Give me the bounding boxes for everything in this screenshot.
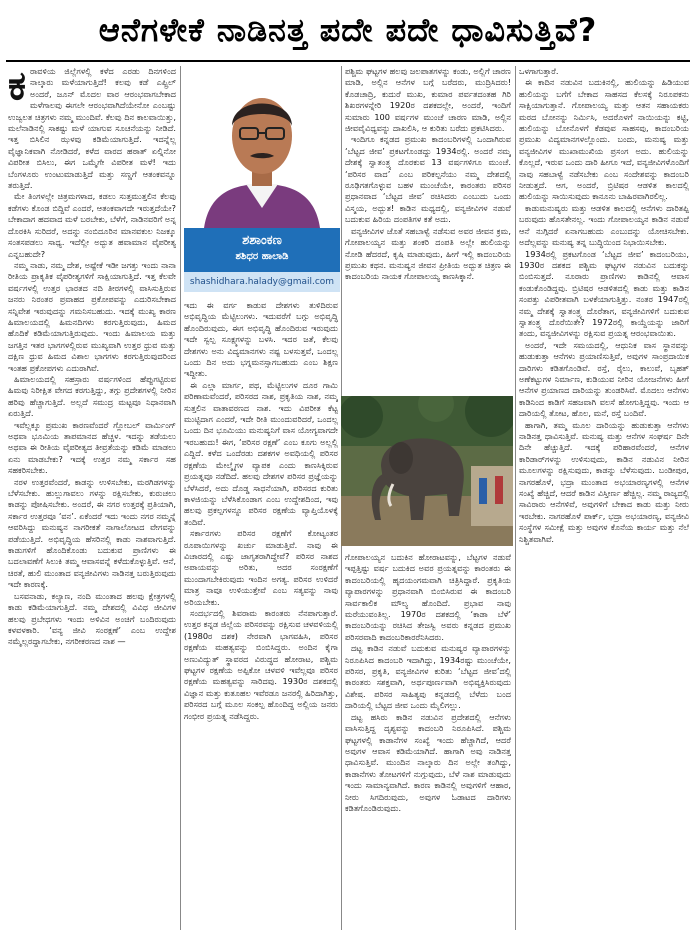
portrait-image — [184, 66, 340, 228]
body-paragraph: ಹಾಗಾಗಿ, ತಮ್ಮ ಮೂಲ ದಾರಿಯನ್ನು ಹುಡುಕುತ್ತಾ ಆನೆಗಳು ನಾಡಿನತ್ತ ಧಾವಿಸುತ್ತಿವೆ. ಮನುಷ್ಯ ಮತ್ತು ಆನೆಗಳ ಸಂಘರ್ಷ ದಿನೇ ದಿನೇ ಹೆಚ್ಚುತ್ತಿದೆ. ಇದಕ್ಕೆ ಪರಿಹಾರವೆಂದರೆ, ಆನೆಗಳ ಕಾರಿಡಾರ್‌ಗಳನ್ನು ಉಳಿಸುವುದು, ಕಾಡಿನ ನಡುವಿನ ನೀರಿನ ಮೂಲಗಳನ್ನು ರಕ್ಷಿಸುವುದು, ಕಾಡನ್ನು ಬೆಳೆಸುವುದು. ಬಂಡೀಪುರ, ನಾಗರಹೊಳೆ, ಭದ್ರಾ ಮುಂತಾದ ಅಭಯಾರಣ್ಯಗಳಲ್ಲಿ ಆನೆಗಳ ಸಂಖ್ಯೆ ಹೆಚ್ಚಿದೆ, ಆದರೆ ಕಾಡಿನ ವಿಸ್ತೀರ್ಣ ಹೆಚ್ಚಿಲ್ಲ. ನಮ್ಮ ರಾಜ್ಯದಲ್ಲಿ ಸಾವಿರಾರು ಆನೆಗಳಿವೆ, ಅವುಗಳಿಗೆ ಬೇಕಾದ ಕಾಡು ಮತ್ತು ನೀರು ಇರಬೇಕು. ನಾಗರಹೊಳೆ ಪಾರ್ಕ್, ಭದ್ರಾ ಅಭಯಾರಣ್ಯ, ವನ್ಯಜೀವಿ ಸಂಸ್ಥೆಗಳ ಸಮೀಕ್ಷೆ ಮತ್ತು ಅವುಗಳ ಕೊನೆಯ ಕಾರ್ಯ ಮತ್ತು ನೆಲೆ ನಿಶ್ಚಿತವಾಗಿವೆ. — [519, 419, 689, 544]
author-email[interactable]: shashidhara.halady@gmail.com — [184, 272, 340, 292]
drop-cap: ಕ — [8, 66, 26, 109]
body-paragraph: 1934ರಲ್ಲಿ ಪ್ರಕಟಗೊಂಡ ‘ಬೆಟ್ಟದ ಜೀವ’ ಕಾದಂಬರಿಯು, 1930ರ ದಶಕದ ಪಶ್ಚಿಮ ಘಟ್ಟಗಳ ನಡುವಿನ ಬದುಕನ್ನು ಬಿಂಬಿಸುತ್ತದೆ. ನೂರಾರು ಪ್ರಾಣಿಗಳು ಕಾಡಿನಲ್ಲಿ ಆವಾಸ ಕಂಡುಕೊಂಡಿದ್ದವು. ಬ್ರಿಟಿಷರ ಆಡಳಿತದಲ್ಲಿ ಕಾಡು ಮತ್ತು ಕಾಡಿನ ಸಂಪತ್ತು ವಿಪರೀತವಾಗಿ ಬಳಕೆಯಾಗುತ್ತಿತ್ತು. ನಂತರ 1947ರಲ್ಲಿ ನಮ್ಮ ದೇಶಕ್ಕೆ ಸ್ವಾತಂತ್ರ್ಯ ದೊರೆತಾಗ, ವನ್ಯಜೀವಿಗಳಿಗೆ ಬದುಕುವ ಸ್ವಾತಂತ್ರ್ಯ ದೊರೆಯಿತೇ? 1972ರಲ್ಲಿ ಕಾಯ್ದೆಯನ್ನು ಜಾರಿಗೆ ತಂದು, ವನ್ಯಜೀವಿಗಳನ್ನು ರಕ್ಷಿಸುವ ಪ್ರಯತ್ನ ಆರಂಭವಾಯಿತು. — [519, 248, 689, 339]
column-3-lower — [345, 552, 511, 930]
author-portrait — [184, 66, 340, 228]
elephant-image — [341, 396, 513, 546]
body-paragraph: ನರಳ ಉತ್ತರವೆಂದರೆ, ಕಾಡನ್ನು ಉಳಿಸಬೇಕು, ಮರಗಿಡಗಳನ್ನು ಬೆಳೆಸಬೇಕು. ಹುಲ್ಲುಗಾವಲು ಗಳನ್ನು ರಕ್ಷಿಸಬೇಕು, ಕುರುಚಲು ಕಾಡನ್ನು ಪೋಷಿಸಬೇಕು. ಅಂದರೆ, ಈ ನಗರ ಉತ್ತರಕ್ಕೆ ಪ್ರತಿಯಾಗಿ, ಸರ್ಕಾರ ಉತ್ತರವೂ ‘ವನ’. ಏಕೆಂದರೆ ಇದು ಇಂದು ನಗರ ನಮ್ಮನ್ನೆ ಆವರಿಸಿದ್ದು ಮನುಷ್ಯನ ನಾಗರೀಕತೆ ನಾಗಾಲೋಟದ ವೇಗವನ್ನು ಪಡೆಯುತ್ತಿದೆ. ಅಭಿವೃದ್ಧಿಯ ಹೆಸರಿನಲ್ಲಿ ಕಾಡು ನಾಶವಾಗುತ್ತಿದೆ. ಕಾಡುಗಳಿಗೆ ಹೊಂದಿಕೊಂಡು ಬದುಕುವ ಪ್ರಾಣಿಗಳು ಈ ಬದಲಾವಣೆಗೆ ಸಿಲುಕಿ ತಮ್ಮ ಆವಾಸವನ್ನೆ ಕಳೆದುಕೊಳ್ಳುತ್ತಿವೆ. ಆನೆ, ಚಿರತೆ, ಹುಲಿ ಮುಂತಾದ ವನ್ಯಜೀವಿಗಳು ನಾಡಿನತ್ತ ಬರುತ್ತಿರುವುದು ಇದೇ ಕಾರಣಕ್ಕೆ. — [8, 476, 176, 590]
body-paragraph: ಈ ಎಲ್ಲಾ ಮಾರ್ಗ, ಪಥ, ಮೆಟ್ಟಿಲುಗಳ ದೂರ ಗಾಮಿ ಪರಿಣಾಮವೆಂದರೆ, ಪರಿಸರದ ನಾಶ, ಪ್ರಕೃತಿಯ ನಾಶ, ನಮ್ಮ ಸುತ್ತಲಿನ ವಾತಾವರಣದ ನಾಶ. ಇದು ವಿಪರೀತ ಕೆಟ್ಟ ಮುಟ್ಟಿದಾಗ ಎಂದರೆ, ಇದೇ ರೀತಿ ಮುಂದುವರಿದರೆ, ಒಂದಲ್ಲ ಒಂದು ದಿನ ಭೂಮಿಯು ಮನುಷ್ಯನಿಗೆ ವಾಸ ಯೋಗ್ಯವಾಗದೇ ಇರಬಹುದು! ಈಗ, ‘ಪರಿಸರ ರಕ್ಷಣೆ’ ಎಂಬ ಕೂಗು ಅಲ್ಲಲ್ಲಿ ಎದ್ದಿದೆ. ಕಳೆದ ಒಂದೆರಡು ದಶಕಗಳ ಅವಧಿಯಲ್ಲಿ ಪರಿಸರ ರಕ್ಷಣೆಯ ಮೇಲ್ಮೈಗಳ ವ್ಯಾಪಕ ಎಂದು ಕಾಣಸಿಕ್ಕಿರುವ ಪ್ರಯತ್ನವೂ ನಡೆದಿದೆ. ಹಲವು ದೇಶಗಳ ಪರಿಸರ ಪ್ರಜ್ಞೆಯನ್ನು ಬೆಳೆಸಿದರೆ, ಅದು ದೊಡ್ಡ ಸಾಧನೆಯಾಗಿ, ಪರಿಸರದ ಕುರಿತು ಕಾಳಜಿಯನ್ನು ಬೆಳೆಸಿಕೊಂಡಾಗ ಎಂಬ ಉದ್ದೇಶದಿಂದ, ಇವು ಹಲವು ಪ್ರಕಲ್ಪಗಳನ್ನೂ ಪರಿಸರ ರಕ್ಷಣೆಯ ವ್ಯಾಪ್ತಿಯೊಳಕ್ಕೆ ತಂದಿವೆ. — [184, 379, 338, 527]
body-paragraph: ಇಂದಿಗೂ ಕನ್ನಡದ ಪ್ರಮುಖ ಕಾದಂಬರಿಗಳಲ್ಲಿ ಒಂದಾಗಿರುವ ‘ಬೆಟ್ಟದ ಜೀವ’ ಪ್ರಕಟಗೊಂಡದ್ದು 1934ರಲ್ಲಿ. ಅಂದರೆ ನಮ್ಮ ದೇಶಕ್ಕೆ ಸ್ವಾತಂತ್ರ್ಯ ದೊರಕುವ 13 ವರ್ಷಗಳಿಗೂ ಮುಂಚೆ. ‘ಪರಿಸರ ವಾದ’ ಎಂಬ ಪರಿಕಲ್ಪನೆಯು ನಮ್ಮ ದೇಶದಲ್ಲಿ ರೂಢಿಗತಗೊಳ್ಳುವ ಬಹಳ ಮುಂಚೆಯೇ, ಕಾರಂತರು ಪರಿಸರ ಪ್ರಧಾನವಾದ ‘ಬೆಟ್ಟದ ಜೀವ’ ರಚಿಸಿದರು ಎಂಬುದು ಒಂದು ವಿಸ್ಮಯ, ಅದ್ಭುತ! ಕಾಡಿನ ಮಧ್ಯದಲ್ಲಿ, ವನ್ಯಜೀವಿಗಳ ನಡುವೆ ಬದುಕುವ ಹಿರಿಯ ದಂಪತಿಗಳ ಕತೆ ಅದು. — [345, 134, 511, 225]
column-3 — [345, 66, 511, 392]
headline-rule — [6, 60, 690, 62]
body-paragraph: ಇವೆಲ್ಲಕ್ಕೂ ಪ್ರಮುಖ ಕಾರಣವೆಂದರೆ ಗ್ಲೋಬಲ್ ವಾರ್ಮಿಂಗ್ ಅಥವಾ ಭೂಮಿಯ ತಾಪಮಾನದ ಹೆಚ್ಚಳ. ಇದನ್ನು ತಡೆಯಲು ಅಥವಾ ಈ ರೀತಿಯ ವೈಪರೀತ್ಯದ ತೀವ್ರತೆಯನ್ನು ಕಡಿಮೆ ಮಾಡಲು ಏನು ಮಾಡಬೇಕು? ಇದಕ್ಕೆ ಉತ್ತರ ನಮ್ಮ ಸರ್ಕಾರ ಸಹ ಸಹಕರಿಸಬೇಕು. — [8, 419, 176, 476]
headline-bar — [0, 0, 696, 60]
column-2 — [184, 300, 338, 930]
column-4 — [519, 66, 689, 930]
body-paragraph: ರಾವಳಿಯ ಜಿಲ್ಲೆಗಳಲ್ಲಿ ಕಳೆದ ಎರಡು ದಿನಗಳಿಂದ ನಾಲ್ಕಾರು ಮಳೆಯಾಗುತ್ತಿದೆ! ಕಲವು ಕಡೆ ಎಪ್ಪ್ರಿಲ್ ಅಂದರೆ, ಜೂನ್ ಮೊದಲ ವಾರ ಆರಂಭವಾಗಬೇಕಾದ ಮಳೆಗಾಲವು ಈಗಲೇ ಆರಂಭವಾಗಿದೆಯೇನೋ ಎಂಬಷ್ಟು ಉಜ್ವಲತ ಚಿತ್ರಗಳು ನಮ್ಮ ಮುಂದಿವೆ. ಕೆಲವು ದಿನ ಕಾಲವಾಯಿತ್ತು, ಮಲೆನಾಡಿನಲ್ಲಿ ಸಾಕಷ್ಟು ಮಳೆ ಯಾಗುವ ಸೂಚನೆಯನ್ನು ನೀಡಿದೆ. ಇತ್ತ ಬಿಸಿಲಿನ ಝಳವು ಕಡಿಮೆಯಾಗುತ್ತಿದೆ. ಇದನ್ನೆಲ್ಲ ವೈಜ್ಞಾನಿಕವಾಗಿ ನೋಡಿದರೆ, ಕಳೆದ ವಾರದ ಹಠಾತ್ ಏಲ್ನಿನೋ ವಿಪರೀತ ಬಿಸಿಲು, ಈಗ ಒಮ್ಮೆಗೇ ವಿಪರೀತ ಮಳೆ! ಇದು ಬೆಂಗಳೂರು ಉಂಟುಮಾಡುತ್ತಿದೆ ಮತ್ತು ಸಣ್ಣಗೆ ಆತಂಕವನ್ನೂ ತರುತ್ತಿದೆ. — [8, 66, 176, 191]
columnist-box — [184, 66, 340, 292]
body-paragraph: ಈ ಕಾದಿನ ನಡುವಿನ ಬದುಕಿನಲ್ಲಿ, ಹುಲಿಯನ್ನು ಹಿಡಿಯುವ ಹುಲಿಯನ್ನು ಬಗೆಗೆ ಬೇಕಾದ ಸಾಹಸದ ಕೆಲಸಕ್ಕೆ ನಿರೂಪಕನು ಸಾಕ್ಷಿಯಾಗುತ್ತಾನೆ. ಗೋಪಾಲಯ್ಯ ಮತ್ತು ಆತನ ಸಹಾಯಕರು ಮರದ ಬೋನನ್ನು ನಿರ್ಮಿಸಿ, ಅದರೊಳಗೆ ನಾಯಿಯನ್ನು ಕಟ್ಟಿ, ಹುಲಿಯನ್ನು ಬೋನೊಳಗೆ ಕೆಡವುವ ಸಾಹಸವು, ಕಾದಂಬರಿಯ ಪ್ರಮುಖ ವಿದ್ಯಮಾನಗಳಲ್ಲೊಂದು. ಬಂದು, ಮನುಷ್ಯ ಮತ್ತು ವನ್ಯಜೀವಿಗಳ ಮುಖಾಮುಖಿಯ ಪ್ರಸಂಗ ಅದು. ಹುಲಿಯನ್ನು ಕೊಲ್ಲದೆ, ಇರುವ ಒಂದು ದಾರಿ ಹೀಗೂ ಇದೆ, ವನ್ಯಜೀವಿಗಳೊಂದಿಗೆ ನಾವು ಸಹಬಾಳ್ವೆ ನಡೆಸಬೇಕು ಎಂಬ ಸಂದೇಶವನ್ನು ಕಾದಂಬರಿ ನೀಡುತ್ತದೆ. ಆಗ, ಅಂದರೆ, ಬ್ರಿಟಿಷರ ಆಡಳಿತ ಕಾಲದಲ್ಲಿ ಹುಲಿಯನ್ನು ಸಾಯಿಸುವುದು ಕಾನೂನು ಬಾಹಿರವಾಗಿರಲಿಲ್ಲ. — [519, 77, 689, 202]
body-paragraph: ಅಂದರೆ, ಇದೇ ಸಮಯದಲ್ಲಿ, ಆಧುನಿಕ ವಾಸ ಸ್ಥಾನವನ್ನು ಹುಡುಕುತ್ತಾ ಆನೆಗಳು ಪ್ರಯಾಣಿಸುತ್ತಿವೆ, ಅವುಗಳ ಸಾಂಪ್ರದಾಯಿಕ ದಾರಿಗಳು ಕಡಿತಗೊಂಡಿವೆ. ರಸ್ತೆ, ರೈಲು, ಕಾಲುವೆ, ಬೃಹತ್ ಅಣೆಕಟ್ಟುಗಳ ನಿರ್ಮಾಣ, ಕುಡಿಯುವ ನೀರಿನ ಯೋಜನೆಗಳು ಹೀಗೆ ಆನೆಗಳ ಪ್ರಯಾಣದ ದಾರಿಯನ್ನು ತುಂಡರಿಸಿವೆ. ಮೊದಲು ಆನೆಗಳು ಕಾಡಿನಿಂದ ಕಾಡಿಗೆ ಸಹಜವಾಗಿ ವಲಸೆ ಹೋಗುತ್ತಿದ್ದವು. ಇಂದು ಆ ದಾರಿಯಲ್ಲಿ ತೋಟ, ಹೊಲ, ಮನೆ, ರಸ್ತೆ ಬಂದಿವೆ. — [519, 339, 689, 419]
body-paragraph: ಕಾಡುಮನುಷ್ಯರು ಮತ್ತು ಆಡಳಿತ ಕಾಲದಲ್ಲಿ ಆನೆಗಳು ದಾರಿತಪ್ಪಿ ಬರುವುದು ಹೊಸತೇನಲ್ಲ. ಇಂದು ಗೋಪಾಲಯ್ಯನ ಕಾಡಿನ ನಡುವೆ ಆನೆ ನುಗ್ಗಿದರೆ ಏನಾಗಬಹುದು ಎಂಬುದನ್ನು ಯೋಚಿಸಬೇಕು. ಅದೆಲ್ಲವನ್ನು ಮನುಷ್ಯ ತನ್ನ ಬುದ್ಧಿಯಿಂದ ನಿಭಾಯಿಸಬೇಕು. — [519, 202, 689, 248]
body-paragraph: ಪಶ್ಚಿಮ ಘಟ್ಟಗಳ ಹಲವು ಜಲಪಾತಗಳನ್ನು ಕಂಡು, ಅಲ್ಲಿಗೆ ಚಾರಣ ಮಾಡಿ, ಅಲ್ಲಿನ ಆನೆಗಳ ಬಗ್ಗೆ ಬರೆದರು, ಮುದ್ರಿಸಿದರು! ಕೊಡಚಾದ್ರಿ, ಕುದುರೆ ಮುಖ, ಕುಮಾರ ಪರ್ವತದಂತಹ ಗಿರಿ ಶಿಖರಗಳನ್ನೇರಿ 1920ರ ದಶಕದಲ್ಲೇ, ಅಂದರೆ, ಇಂದಿಗೆ ಸುಮಾರು 100 ವರ್ಷಗಳ ಮುಂಚೆ ಚಾರಣ ಮಾಡಿ, ಅಲ್ಲಿನ ಜೀವವೈವಿಧ್ಯವನ್ನು ದಾಖಲಿಸಿ, ಆ ಕುರಿತು ಬರೆದು ಪ್ರಕಟಿಸಿದರು. — [345, 66, 511, 134]
body-paragraph: ಒಳಗಾಗುತ್ತಾರೆ. — [519, 66, 559, 76]
body-paragraph: ನಮ್ಮ ನಾಡು, ನಮ್ಮ ದೇಶ, ಅಷ್ಟೇಕೆ ಇಡೀ ಜಗತ್ತು ಇಂದು ನಾನಾ ರೀತಿಯ ಪ್ರಾಕೃತಿಕ ವೈಪರೀತ್ಯಗಳಿಗೆ ಸಾಕ್ಷಿಯಾಗುತ್ತಿದೆ. ಇತ್ತ ಕೆಲವೇ ವರ್ಷಗಳಲ್ಲಿ ಉತ್ತರ ಭಾರತದ ನದಿ ತೀರಗಳಲ್ಲಿ ವಾಸಿಸುತ್ತಿರುವ ಜನರು ನಿರಂತರ ಪ್ರವಾಹದ ಪ್ರಕೋಪವನ್ನು ಎದುರಿಸಬೇಕಾದ ಸನ್ನಿವೇಶ ಇರುವುದನ್ನು ಗಮನಿಸಬಹುದು. ಇದಕ್ಕೆ ಮುಖ್ಯ ಕಾರಣ ಹಿಮಾಲಯದಲ್ಲಿ ಹಿಮನದಿಗಳು ಕರಗುತ್ತಿರುವುದು, ಹಿಮದ ಹೊದಿಕೆ ಕಡಿಮೆಯಾಗುತ್ತಿರುವುದು. ಇಂದು ಹಿಮಾಲಯ ಮತ್ತು ಜಗತ್ತಿನ ಇತರ ಭಾಗಗಳಲ್ಲಿರುವ ಮುಖ್ಯವಾಗಿ ಉತ್ತರ ಧ್ರುವ ಮತ್ತು ದಕ್ಷಿಣ ಧ್ರುವ ಹಿಮದ ವಿಶಾಲ ಭಾಗಗಳು ಕರಗುತ್ತಿರುವುದರಿಂದ ಇಂತಹ ಪ್ರಕೋಪಗಳು ಎದುರಾಗಿವೆ. — [8, 259, 176, 373]
body-paragraph: ದಟ್ಟ ಹಸಿರು ಕಾಡಿನ ನಡುವಿನ ಪ್ರದೇಶದಲ್ಲಿ ಆನೆಗಳು ವಾಸಿಸುತ್ತಿದ್ದ ದೃಶ್ಯವನ್ನು ಕಾದಂಬರಿ ನಿರೂಪಿಸಿದೆ. ಪಶ್ಚಿಮ ಘಟ್ಟಗಳಲ್ಲಿ ಕಾಡಾನೆಗಳ ಸಂಖ್ಯೆ ಇಂದು ಹೆಚ್ಚಾಗಿದೆ, ಆದರೆ ಅವುಗಳ ಆವಾಸ ಕಡಿಮೆಯಾಗಿದೆ. ಹಾಗಾಗಿ ಅವು ನಾಡಿನತ್ತ ಧಾವಿಸುತ್ತಿವೆ. ಮುಂದಿನ ನಾಲ್ಕಾರು ದಿನ ಅಲ್ಲೇ ತಂಗಿದ್ದು, ಕಾಡಾನೆಗಳು ತೋಟಗಳಿಗೆ ನುಗ್ಗುವುದು, ಬೆಳೆ ನಾಶ ಮಾಡುವುದು ಇಂದು ಸಾಮಾನ್ಯವಾಗಿದೆ. ಕಾರಣ ಕಾಡಿನಲ್ಲಿ ಅವುಗಳಿಗೆ ಆಹಾರ, ನೀರು ಸಿಗದಿರುವುದು, ಅವುಗಳ ಓಡಾಟದ ದಾರಿಗಳು ಕಡಿತಗೊಂಡಿರುವುದು. — [345, 711, 511, 813]
headline: ಆನೆಗಳೇಕೆ ನಾಡಿನತ್ತ ಪದೇ ಪದೇ ಧಾವಿಸುತ್ತಿವೆ? — [98, 10, 598, 49]
column-tag: ಶಶಾಂಕಣ — [242, 233, 282, 248]
body-paragraph: ವನ್ಯಜೀವಿಗಳ ಜೊತೆ ಸಹಬಾಳ್ವೆ ನಡೆಸುವ ಅವರ ಜೀವನ ಕ್ರಮ, ಗೋಪಾಲಯ್ಯನ ಮತ್ತು ಶಂಕರಿ ದಂಪತಿ ಅಲ್ಲೇ ಹುಲಿಯನ್ನು ನೋಡಿ ಹೆದರದೆ, ಕೃಷಿ ಮಾಡುವುದು, ಹೀಗೆ ಇಲ್ಲಿ ಕಾದಂಬರಿಯ ಪ್ರಮುಖ ಕಥನ. ಮನುಷ್ಯನ ಜೀವನ ಪ್ರೀತಿಯ ಅದ್ಭುತ ಚಿತ್ರಣ ಈ ಕಾದಂಬರಿಯ ನಾಯಕ ಗೋಪಾಲಯ್ಯ ಕಾಣಸಿಕ್ಕಾನೆ. — [345, 225, 511, 282]
author-name: ಶಶಿಧರ ಹಾಲಾಡಿ — [235, 251, 289, 262]
body-paragraph: ಗೋಪಾಲಯ್ಯನ ಬದುಕಿನ ಹೋರಾಟವನ್ನು, ಬೆಟ್ಟಗಳ ನಡುವೆ ಇಪ್ಪತ್ತಿಷ್ಟು ವರ್ಷ ಬದುಕಿದ ಅವರ ಪ್ರಯತ್ನವನ್ನು ಕಾರಂತರು ಈ ಕಾದಂಬರಿಯಲ್ಲಿ ಹೃದಯಂಗಮವಾಗಿ ಚಿತ್ರಿಸಿದ್ದಾರೆ. ಪ್ರಕೃತಿಯ ವ್ಯಾಪಾರಗಳನ್ನು ಪ್ರಧಾನವಾಗಿ ಬಿಂಬಿಸಿರುವ ಈ ಕಾದಂಬರಿ ಸಾರ್ವಕಾಲಿಕ ಮೌಲ್ಯ ಹೊಂದಿದೆ. ಪ್ರಭಾವ ನಾವು ಮರೆಯುವಂತಿಲ್ಲ. 1970ರ ದಶಕದಲ್ಲಿ ‘ಕಾಡಾ ಬೆಳೆ’ ಕಾದಂಬರಿಯನ್ನು ರಚಿಸಿದ ತೇಜಸ್ವಿ ಅವರು ಕನ್ನಡದ ಪ್ರಮುಖ ಪರಿಸರವಾದಿ ಕಾದಂಬರಿಕಾರರೆನಿಸಿದರು. — [345, 552, 511, 642]
column-rule — [515, 66, 516, 930]
column-1 — [8, 66, 176, 930]
body-paragraph: ಮೇ ತಿಂಗಳಲ್ಲೇ ಚಿತ್ರಮಗಳಾದ, ಕಡಲು ಸುತ್ತಮುತ್ತಲಿನ ಕೆಲವು ಕಡೆಗಳು ಕೊಂಡ ಬಿದ್ದಿವೆ ಎಂದರೆ, ಆತಂಕವಾಗದೇ ಇರುತ್ತದೆಯೇ? ಬೇಕಾದಾಗ ಹದವಾದ ಮಳೆ ಬರಬೇಕು, ಬೆಳೆಗೆ, ನಾಡಿನವರಿಗೆ ಅನ್ನ ದೊರಕಿಸಿ ಸುರಿದರೆ, ಅದನ್ನು ನಂಬಿದೂರಿನ ಮಾನವಕುಲ ನಿಜಕ್ಕೂ ಸಂತಸಪಡಲು ಸಾಧ್ಯ. ಇದೆಲ್ಲೀ ಅದ್ಭುತ ಹವಾಮಾನ ವೈಪರೀತ್ಯ ಎನ್ನಬಹುದೇ? — [8, 191, 176, 259]
body-paragraph: ದಟ್ಟ ಕಾಡಿನ ನಡುವೆ ಬದುಕುವ ಮನುಷ್ಯರ ವ್ಯಾಪಾರಗಳನ್ನು ನಿರೂಪಿಸಿದ ಕಾದಂಬರಿ ಇದಾಗಿದ್ದು, 1934ರಷ್ಟು ಮುಂಚೆಯೇ, ಪರಿಸರ, ಪ್ರಕೃತಿ, ವನ್ಯಜೀವಿಗಳ ಕುರಿತು ‘ಬೆಟ್ಟದ ಜೀವ’ದಲ್ಲಿ ಕಾರಂತರು ಸಶಕ್ತವಾಗಿ, ಅರ್ಥಪೂರ್ಣವಾಗಿ ಅಭಿವ್ಯಕ್ತಿಸಿರುವುದು ವಿಶೇಷ. ಪರಿಸರ ಸಾಹಿತ್ಯವು ಕನ್ನಡದಲ್ಲಿ ಬೆಳೆದು ಬಂದ ದಾರಿಯಲ್ಲಿ ಬೆಟ್ಟದ ಜೀವ ಒಂದು ಮೈಲಿಗಲ್ಲು. — [345, 643, 511, 711]
body-paragraph: ಸಂದರ್ಭದಲ್ಲಿ ಶಿವರಾಮ ಕಾರಂತರು ನೆನಪಾಗುತ್ತಾರೆ. ಉತ್ತರ ಕನ್ನಡ ಜಿಲ್ಲೆಯ ಪರಿಸರವನ್ನು ರಕ್ಷಿಸುವ ಚಳವಳಿಯಲ್ಲಿ (1980ರ ದಶಕ) ನೇರವಾಗಿ ಭಾಗವಹಿಸಿ, ಪರಿಸರ ರಕ್ಷಣೆಯ ಮಹತ್ವವನ್ನು ಬಿಂಬಿಸಿದ್ದರು. ಅಂದಿನ ಕೈಗಾ ಅಣುವಿದ್ಯುತ್ ಸ್ಥಾವರದ ವಿರುದ್ಧದ ಹೋರಾಟ, ಪಶ್ಚಿಮ ಘಟ್ಟಗಳ ರಕ್ಷಣೆಯ ಅಪ್ಪಿಕೋ ಚಳವಳಿ ಇವೆಲ್ಲವೂ ಪರಿಸರ ರಕ್ಷಣೆಯ ಮಹತ್ವವನ್ನು ಸಾರಿದವು. 1930ರ ದಶಕದಲ್ಲಿ ವಿಜ್ಞಾನ ಮತ್ತು ಕುತೂಹಲ ಇವೆರಡೂ ಜನರಲ್ಲಿ ಹಿರಿದಾಗಿತ್ತು, ಪರಿಸರದ ಬಗ್ಗೆ ಮೂಲ ಸಂಕಲ್ಪ ಹೊಂದಿದ್ದ ಅಲ್ಲಿಯ ಜನರು ಗಂಭೀರ ಪ್ರಯತ್ನ ನಡೆಸಿದ್ದರು. — [184, 607, 338, 721]
body-paragraph: ಸರ್ಕಾರಗಳು ಪರಿಸರ ರಕ್ಷಣೆಗೆ ಕೋಟ್ಯಂತರ ರೂಪಾಯಿಗಳನ್ನು ಖರ್ಚು ಮಾಡುತ್ತಿವೆ. ನಾವು ಈ ವಿಚಾರದಲ್ಲಿ ಎಷ್ಟು ಜಾಗೃತರಾಗಿದ್ದೇವೆ? ಪರಿಸರ ನಾಶದ ಅಪಾಯವನ್ನು ಅರಿತು, ಅದರ ಸಂರಕ್ಷಣೆಗೆ ಮುಂದಾಗಬೇಕಿರುವುದು ಇಂದಿನ ಅಗತ್ಯ. ಪರಿಸರ ಉಳಿದರೆ ಮಾತ್ರ ನಾವೂ ಉಳಿಯುತ್ತೇವೆ ಎಂಬ ಸತ್ಯವನ್ನು ನಾವು ಅರಿಯಬೇಕು. — [184, 528, 338, 607]
column-rule — [180, 66, 181, 930]
elephant-photo — [341, 396, 513, 546]
body-paragraph: ಹಿಮಾಲಯದಲ್ಲಿ ಸಹಸ್ರಾರು ವರ್ಷಗಳಿಂದ ಹೆಪ್ಪುಗಟ್ಟಿರುವ ಹಿಮವು ನಿರೀಕ್ಷಿತ ವೇಗದ ಕರಗುತ್ತಿದ್ದು, ತಗ್ಗು ಪ್ರದೇಶಗಳಲ್ಲಿ ನೀರಿನ ಹರಿವು ಹೆಚ್ಚಾಗುತ್ತಿದೆ. ಅಲ್ಲದೆ ಸಮುದ್ರ ಮಟ್ಟವೂ ನಿಧಾನವಾಗಿ ಏರುತ್ತಿದೆ. — [8, 373, 176, 419]
column-badge — [184, 228, 340, 272]
body-paragraph: ಬಸವನಾಡು, ಕಲ್ಯಾಣ, ನಂದಿ ಮುಂತಾದ ಹಲವು ಕ್ಷೇತ್ರಗಳಲ್ಲಿ ಕಾಡು ಕಡಿಮೆಯಾಗುತ್ತಿದೆ. ನಮ್ಮ ದೇಶದಲ್ಲಿ ವಿವಿಧ ಜೀವಿಗಳ ಹಲವು ಪ್ರಬೇಧಗಳು ಇಂದು ಅಳಿವಿನ ಅಂಚಿಗೆ ಬಂದಿರುವುದು ಕಳವಳಕಾರಿ. ‘ವನ್ಯ ಜೀವಿ ಸಂರಕ್ಷಣೆ’ ಎಂಬ ಉದ್ದೇಶ ನಮ್ಮೆಲ್ಲರದ್ದಾಗಬೇಕು, ನಗರೀಕರಣದ ನಾಶ — — [8, 590, 176, 647]
body-paragraph: ಇದು ಈ ವರ್ಗ ಕಾಡುವ ದೇಶಗಳು ತುಳಿದಿರುವ ಅಭಿವೃದ್ಧಿಯ ಮೆಟ್ಟಿಲುಗಳು. ಇದುವರೆಗೆ ಬಗ್ಗು ಅಭಿವೃದ್ಧಿ ಹೊಂದಿರುವುದು, ಈಗ ಅಭಿವೃದ್ಧಿ ಹೊಂದಿರುವ ಇರುವುದು ಇದೇ ಸ್ವಲ್ಪ ಸೂಕ್ಷ್ಮಗಳನ್ನು ಬಳಸಿ. ಇದರ ಜತೆ, ಕೆಲವು ದೇಶಗಳು ಅನು ವಿದ್ಯಮಾನಗಳು ನಷ್ಟ ಬಳಸುತ್ತವೆ, ಒಂದಲ್ಲ ಒಂದು ದಿನ ಅದು ಭಗ್ನಮನಸ್ಸಾಗಬಹುದು ಎಂಬ ಶಿಕ್ಷಣ ಇದ್ದೀತು. — [184, 300, 338, 379]
